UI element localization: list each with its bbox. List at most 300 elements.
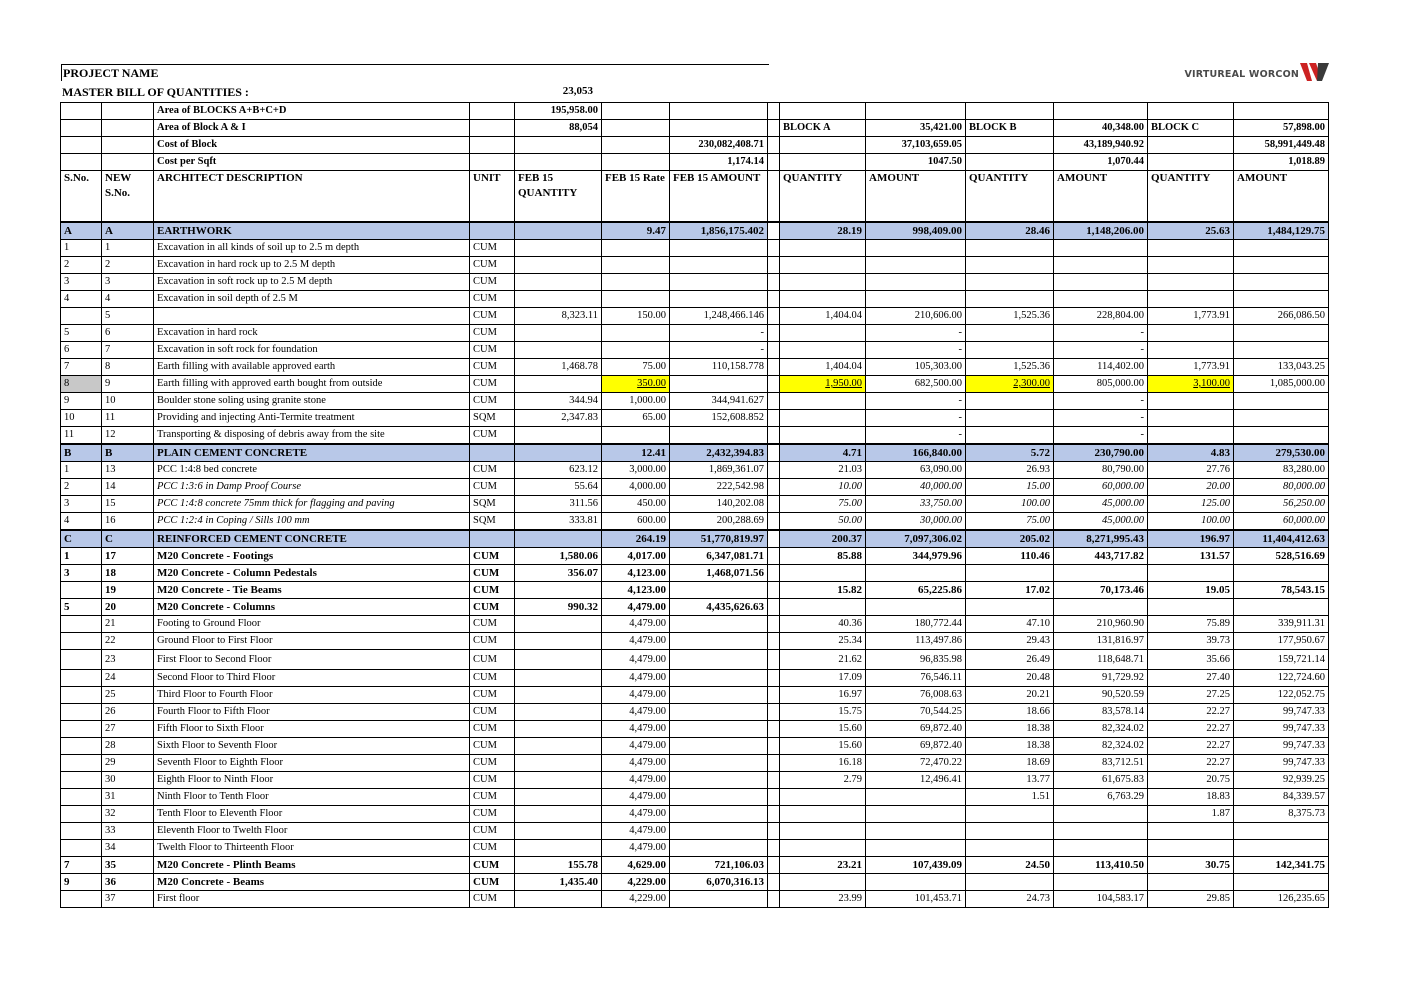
cell-block-c-amount xyxy=(1234,240,1329,257)
cell-block-c-amount: 92,939.25 xyxy=(1234,772,1329,789)
cell-unit: SQM xyxy=(470,410,515,427)
cell-description: Transporting & disposing of debris away from the site xyxy=(154,427,470,445)
cell-block-b-quantity xyxy=(966,274,1054,291)
cell-feb-quantity xyxy=(515,823,602,840)
table-row xyxy=(61,342,1329,359)
cell-description: Eighth Floor to Ninth Floor xyxy=(154,772,470,789)
cell-block-a-quantity: 15.60 xyxy=(780,721,866,738)
cell-feb-amount: 2,432,394.83 xyxy=(670,444,768,462)
summary-feb-quantity: 195,958.00 xyxy=(515,103,602,120)
col-header-block-c-amount: AMOUNT xyxy=(1234,171,1329,223)
cell-block-a-quantity xyxy=(780,291,866,308)
cell-feb-quantity xyxy=(515,616,602,633)
cell-description: First floor xyxy=(154,891,470,908)
cell-unit: CUM xyxy=(470,479,515,496)
cell-block-b-quantity: 15.00 xyxy=(966,479,1054,496)
cell-feb-quantity: 8,323.11 xyxy=(515,308,602,325)
cell-sno: 9 xyxy=(61,393,102,410)
summary-unit xyxy=(470,137,515,154)
cell-sno: 1 xyxy=(61,462,102,479)
column-header-section xyxy=(61,171,1329,223)
cell-feb-quantity: 311.56 xyxy=(515,496,602,513)
column-gap xyxy=(768,325,780,342)
cell-block-c-quantity: 27.40 xyxy=(1148,670,1234,687)
cell-block-b-quantity: 1.51 xyxy=(966,789,1054,806)
summary-block-a-value: 37,103,659.05 xyxy=(866,137,966,154)
cell-sno: 3 xyxy=(61,565,102,582)
cell-block-a-quantity: 2.79 xyxy=(780,772,866,789)
cell-unit: CUM xyxy=(470,840,515,857)
column-gap xyxy=(768,513,780,531)
cell-unit: CUM xyxy=(470,687,515,704)
summary-block-c-label xyxy=(1148,154,1234,171)
cell-block-c-amount: 266,086.50 xyxy=(1234,308,1329,325)
cell-block-a-quantity xyxy=(780,565,866,582)
cell-feb-amount: - xyxy=(670,342,768,359)
column-gap xyxy=(768,410,780,427)
cell-sno xyxy=(61,616,102,633)
summary-description: Area of BLOCKS A+B+C+D xyxy=(154,103,470,120)
cell-block-a-quantity: 21.62 xyxy=(780,650,866,670)
cell-block-c-quantity: 27.76 xyxy=(1148,462,1234,479)
cell-block-b-quantity: 17.02 xyxy=(966,582,1054,599)
column-gap xyxy=(768,393,780,410)
cell-sno xyxy=(61,891,102,908)
cell-block-b-quantity xyxy=(966,427,1054,445)
cell-description: Ground Floor to First Floor xyxy=(154,633,470,650)
summary-row xyxy=(61,103,1329,120)
cell-block-a-quantity: 16.97 xyxy=(780,687,866,704)
cell-feb-quantity xyxy=(515,291,602,308)
cell-block-b-amount: 114,402.00 xyxy=(1054,359,1148,376)
cell-feb-rate: 4,479.00 xyxy=(602,789,670,806)
cell-block-a-quantity: 40.36 xyxy=(780,616,866,633)
cell-block-a-amount xyxy=(866,789,966,806)
cell-sno: 2 xyxy=(61,479,102,496)
cell-block-c-quantity: 25.63 xyxy=(1148,222,1234,240)
cell-new-sno: 13 xyxy=(102,462,154,479)
cell-block-c-quantity: 196.97 xyxy=(1148,530,1234,548)
cell-block-a-quantity: 1,404.04 xyxy=(780,308,866,325)
cell-description: PCC 1:3:6 in Damp Proof Course xyxy=(154,479,470,496)
cell-feb-amount xyxy=(670,772,768,789)
cell-feb-rate: 75.00 xyxy=(602,359,670,376)
cell-block-c-quantity xyxy=(1148,342,1234,359)
cell-feb-rate: 4,479.00 xyxy=(602,738,670,755)
table-row xyxy=(61,427,1329,445)
cell-description: Fourth Floor to Fifth Floor xyxy=(154,704,470,721)
table-row xyxy=(61,806,1329,823)
cell-feb-quantity xyxy=(515,222,602,240)
cell-unit: CUM xyxy=(470,291,515,308)
summary-feb-amount: 1,174.14 xyxy=(670,154,768,171)
cell-feb-amount xyxy=(670,789,768,806)
cell-block-c-amount: 99,747.33 xyxy=(1234,738,1329,755)
cell-new-sno: A xyxy=(102,222,154,240)
cell-unit: CUM xyxy=(470,704,515,721)
cell-block-a-amount: - xyxy=(866,393,966,410)
cell-block-b-amount xyxy=(1054,840,1148,857)
cell-description: Earth filling with approved earth bought from outside xyxy=(154,376,470,393)
cell-feb-quantity xyxy=(515,274,602,291)
cell-block-b-quantity xyxy=(966,393,1054,410)
cell-block-a-quantity xyxy=(780,874,866,891)
cell-block-c-quantity xyxy=(1148,240,1234,257)
cell-block-c-amount xyxy=(1234,823,1329,840)
column-gap xyxy=(768,582,780,599)
cell-feb-quantity: 55.64 xyxy=(515,479,602,496)
cell-feb-amount xyxy=(670,840,768,857)
cell-block-b-quantity: 75.00 xyxy=(966,513,1054,531)
column-gap xyxy=(768,342,780,359)
cell-block-c-amount xyxy=(1234,427,1329,445)
cell-block-a-amount xyxy=(866,240,966,257)
cell-description: Ninth Floor to Tenth Floor xyxy=(154,789,470,806)
column-gap xyxy=(768,755,780,772)
table-row xyxy=(61,240,1329,257)
cell-block-a-amount: - xyxy=(866,410,966,427)
cell-feb-rate: 4,479.00 xyxy=(602,599,670,616)
cell-description: Fifth Floor to Sixth Floor xyxy=(154,721,470,738)
column-gap xyxy=(768,222,780,240)
col-header-block-c-quantity: QUANTITY xyxy=(1148,171,1234,223)
cell-description: Excavation in soil depth of 2.5 M xyxy=(154,291,470,308)
summary-row xyxy=(61,137,1329,154)
cell-block-b-quantity xyxy=(966,342,1054,359)
cell-block-c-amount: 1,484,129.75 xyxy=(1234,222,1329,240)
cell-feb-quantity xyxy=(515,738,602,755)
cell-unit: CUM xyxy=(470,308,515,325)
cell-feb-rate: 4,123.00 xyxy=(602,565,670,582)
cell-feb-amount xyxy=(670,257,768,274)
cell-feb-quantity xyxy=(515,806,602,823)
cell-block-c-amount xyxy=(1234,840,1329,857)
cell-block-c-quantity xyxy=(1148,565,1234,582)
cell-feb-quantity xyxy=(515,891,602,908)
cell-block-c-quantity: 20.00 xyxy=(1148,479,1234,496)
col-header-block-a-amount: AMOUNT xyxy=(866,171,966,223)
summary-block-a-label xyxy=(780,103,866,120)
cell-block-a-amount: 76,008.63 xyxy=(866,687,966,704)
cell-block-c-amount: 99,747.33 xyxy=(1234,755,1329,772)
summary-block-b-label: BLOCK B xyxy=(966,120,1054,137)
cell-description: Twelth Floor to Thirteenth Floor xyxy=(154,840,470,857)
cell-block-a-quantity xyxy=(780,240,866,257)
cell-sno: 3 xyxy=(61,274,102,291)
column-gap xyxy=(768,840,780,857)
cell-description: PCC 1:4:8 concrete 75mm thick for flagging and paving xyxy=(154,496,470,513)
cell-block-a-amount: 113,497.86 xyxy=(866,633,966,650)
cell-block-c-quantity xyxy=(1148,874,1234,891)
cell-block-a-quantity xyxy=(780,274,866,291)
cell-block-c-amount: 122,052.75 xyxy=(1234,687,1329,704)
cell-block-c-quantity: 3,100.00 xyxy=(1148,376,1234,393)
column-gap xyxy=(768,137,780,154)
summary-feb-quantity: 88,054 xyxy=(515,120,602,137)
cell-block-a-quantity xyxy=(780,840,866,857)
cell-feb-quantity: 356.07 xyxy=(515,565,602,582)
cell-sno: 10 xyxy=(61,410,102,427)
cell-block-c-amount: 56,250.00 xyxy=(1234,496,1329,513)
cell-feb-rate: 3,000.00 xyxy=(602,462,670,479)
cell-block-a-amount xyxy=(866,291,966,308)
cell-block-c-quantity: 1.87 xyxy=(1148,806,1234,823)
column-gap xyxy=(768,496,780,513)
column-gap xyxy=(768,738,780,755)
cell-feb-quantity xyxy=(515,325,602,342)
table-row xyxy=(61,840,1329,857)
cell-feb-amount xyxy=(670,240,768,257)
cell-new-sno: 6 xyxy=(102,325,154,342)
cell-block-a-amount xyxy=(866,823,966,840)
cell-block-a-quantity: 28.19 xyxy=(780,222,866,240)
cell-unit: CUM xyxy=(470,755,515,772)
cell-new-sno: 9 xyxy=(102,376,154,393)
cell-block-a-quantity: 16.18 xyxy=(780,755,866,772)
col-header-feb-rate: FEB 15 Rate xyxy=(602,171,670,223)
cell-feb-amount xyxy=(670,274,768,291)
cell-block-a-quantity xyxy=(780,393,866,410)
cell-feb-amount xyxy=(670,891,768,908)
table-row xyxy=(61,308,1329,325)
cell-block-c-quantity: 29.85 xyxy=(1148,891,1234,908)
table-row xyxy=(61,755,1329,772)
cell-feb-rate: 4,229.00 xyxy=(602,891,670,908)
column-gap xyxy=(768,891,780,908)
cell-feb-amount xyxy=(670,755,768,772)
cell-feb-rate: 4,479.00 xyxy=(602,704,670,721)
cell-block-a-quantity: 1,404.04 xyxy=(780,359,866,376)
cell-new-sno: 18 xyxy=(102,565,154,582)
cell-feb-amount xyxy=(670,427,768,445)
summary-feb-rate xyxy=(602,103,670,120)
cell-feb-rate: 9.47 xyxy=(602,222,670,240)
cell-block-c-quantity: 4.83 xyxy=(1148,444,1234,462)
cell-feb-amount: 1,248,466.146 xyxy=(670,308,768,325)
summary-feb-amount: 230,082,408.71 xyxy=(670,137,768,154)
cell-feb-amount: 110,158.778 xyxy=(670,359,768,376)
cell-block-b-amount xyxy=(1054,806,1148,823)
cell-block-b-amount: 60,000.00 xyxy=(1054,479,1148,496)
cell-block-c-quantity xyxy=(1148,823,1234,840)
column-gap xyxy=(768,616,780,633)
cell-new-sno: 24 xyxy=(102,670,154,687)
cell-block-c-amount: 122,724.60 xyxy=(1234,670,1329,687)
cell-sno xyxy=(61,687,102,704)
cell-block-b-amount: 210,960.90 xyxy=(1054,616,1148,633)
cell-block-b-amount: 8,271,995.43 xyxy=(1054,530,1148,548)
cell-feb-quantity xyxy=(515,650,602,670)
cell-block-c-amount: 133,043.25 xyxy=(1234,359,1329,376)
cell-feb-rate: 4,000.00 xyxy=(602,479,670,496)
project-name: PROJECT NAME xyxy=(63,66,159,80)
cell-feb-rate: 4,479.00 xyxy=(602,633,670,650)
cell-feb-amount: 51,770,819.97 xyxy=(670,530,768,548)
cell-description: Excavation in all kinds of soil up to 2.5 m depth xyxy=(154,240,470,257)
cell-unit: CUM xyxy=(470,359,515,376)
cell-feb-amount: - xyxy=(670,325,768,342)
cell-block-a-quantity: 21.03 xyxy=(780,462,866,479)
cell-feb-amount: 4,435,626.63 xyxy=(670,599,768,616)
cell-unit: CUM xyxy=(470,599,515,616)
cell-block-b-quantity: 1,525.36 xyxy=(966,308,1054,325)
column-gap xyxy=(768,599,780,616)
cell-block-a-amount: 166,840.00 xyxy=(866,444,966,462)
cell-feb-amount: 721,106.03 xyxy=(670,857,768,874)
cell-block-a-quantity: 15.75 xyxy=(780,704,866,721)
cell-unit xyxy=(470,530,515,548)
cell-new-sno: 20 xyxy=(102,599,154,616)
cell-block-b-quantity xyxy=(966,410,1054,427)
cell-block-c-amount: 11,404,412.63 xyxy=(1234,530,1329,548)
cell-unit: CUM xyxy=(470,806,515,823)
column-gap xyxy=(768,308,780,325)
column-header-row xyxy=(61,171,1329,223)
cell-block-a-amount xyxy=(866,840,966,857)
cell-new-sno: 12 xyxy=(102,427,154,445)
summary-block-a-value xyxy=(866,103,966,120)
summary-new-sno xyxy=(102,103,154,120)
cell-block-b-quantity: 20.21 xyxy=(966,687,1054,704)
cell-block-a-quantity: 17.09 xyxy=(780,670,866,687)
cell-block-a-quantity xyxy=(780,806,866,823)
cell-sno xyxy=(61,840,102,857)
cell-block-b-quantity xyxy=(966,565,1054,582)
table-row xyxy=(61,789,1329,806)
cell-feb-quantity xyxy=(515,444,602,462)
column-gap xyxy=(768,444,780,462)
summary-block-c-label: BLOCK C xyxy=(1148,120,1234,137)
cell-block-b-amount: 104,583.17 xyxy=(1054,891,1148,908)
cell-feb-amount xyxy=(670,616,768,633)
column-gap xyxy=(768,670,780,687)
table-row xyxy=(61,670,1329,687)
cell-feb-amount: 200,288.69 xyxy=(670,513,768,531)
cell-block-c-amount: 84,339.57 xyxy=(1234,789,1329,806)
cell-feb-amount xyxy=(670,738,768,755)
cell-new-sno: 36 xyxy=(102,874,154,891)
cell-sno: 7 xyxy=(61,359,102,376)
cell-block-c-amount: 1,085,000.00 xyxy=(1234,376,1329,393)
cell-block-c-quantity xyxy=(1148,599,1234,616)
cell-new-sno: 31 xyxy=(102,789,154,806)
cell-sno: 6 xyxy=(61,342,102,359)
cell-sno: 5 xyxy=(61,325,102,342)
cell-block-b-amount: 805,000.00 xyxy=(1054,376,1148,393)
cell-block-b-quantity: 100.00 xyxy=(966,496,1054,513)
cell-new-sno: 28 xyxy=(102,738,154,755)
cell-feb-quantity: 1,468.78 xyxy=(515,359,602,376)
cell-block-a-amount: 107,439.09 xyxy=(866,857,966,874)
cell-feb-rate: 4,479.00 xyxy=(602,823,670,840)
summary-feb-quantity xyxy=(515,137,602,154)
cell-feb-amount: 1,856,175.402 xyxy=(670,222,768,240)
cell-feb-quantity xyxy=(515,704,602,721)
cell-block-b-quantity: 20.48 xyxy=(966,670,1054,687)
col-header-block-a-quantity: QUANTITY xyxy=(780,171,866,223)
cell-description: Third Floor to Fourth Floor xyxy=(154,687,470,704)
summary-block-c-value: 57,898.00 xyxy=(1234,120,1329,137)
cell-feb-quantity xyxy=(515,721,602,738)
cell-block-a-amount: 33,750.00 xyxy=(866,496,966,513)
cell-description: M20 Concrete - Footings xyxy=(154,548,470,565)
cell-block-b-quantity: 24.73 xyxy=(966,891,1054,908)
cell-block-c-amount: 99,747.33 xyxy=(1234,704,1329,721)
table-row xyxy=(61,857,1329,874)
cell-unit: CUM xyxy=(470,565,515,582)
summary-block-b-label xyxy=(966,154,1054,171)
cell-block-a-quantity xyxy=(780,325,866,342)
cell-block-a-amount: 65,225.86 xyxy=(866,582,966,599)
cell-block-a-quantity: 200.37 xyxy=(780,530,866,548)
cell-sno: A xyxy=(61,222,102,240)
table-row xyxy=(61,874,1329,891)
cell-feb-quantity: 344.94 xyxy=(515,393,602,410)
cell-block-c-amount xyxy=(1234,274,1329,291)
cell-feb-quantity: 1,435.40 xyxy=(515,874,602,891)
cell-block-b-quantity: 110.46 xyxy=(966,548,1054,565)
cell-block-b-quantity: 205.02 xyxy=(966,530,1054,548)
column-gap xyxy=(768,633,780,650)
cell-description: Seventh Floor to Eighth Floor xyxy=(154,755,470,772)
summary-block-c-label xyxy=(1148,103,1234,120)
cell-unit: CUM xyxy=(470,789,515,806)
column-gap xyxy=(768,462,780,479)
cell-feb-quantity: 333.81 xyxy=(515,513,602,531)
summary-block-a-value: 35,421.00 xyxy=(866,120,966,137)
table-row xyxy=(61,291,1329,308)
table-row xyxy=(61,359,1329,376)
cell-new-sno: 21 xyxy=(102,616,154,633)
cell-unit: CUM xyxy=(470,393,515,410)
cell-feb-quantity xyxy=(515,530,602,548)
column-gap xyxy=(768,120,780,137)
column-gap xyxy=(768,103,780,120)
cell-block-b-amount xyxy=(1054,257,1148,274)
column-gap xyxy=(768,789,780,806)
cell-new-sno: 25 xyxy=(102,687,154,704)
cell-block-a-amount: - xyxy=(866,342,966,359)
cell-feb-rate: 4,479.00 xyxy=(602,670,670,687)
cell-feb-amount xyxy=(670,376,768,393)
cell-new-sno: 1 xyxy=(102,240,154,257)
summary-description: Cost of Block xyxy=(154,137,470,154)
cell-block-b-amount xyxy=(1054,874,1148,891)
cell-sno: 3 xyxy=(61,496,102,513)
cell-sno: 7 xyxy=(61,857,102,874)
boq-table xyxy=(60,102,1329,908)
cell-description: Eleventh Floor to Twelth Floor xyxy=(154,823,470,840)
cell-block-b-amount: 230,790.00 xyxy=(1054,444,1148,462)
cell-block-b-quantity xyxy=(966,257,1054,274)
cell-block-b-amount: 443,717.82 xyxy=(1054,548,1148,565)
cell-sno: 1 xyxy=(61,240,102,257)
cell-sno xyxy=(61,308,102,325)
cell-feb-quantity xyxy=(515,789,602,806)
cell-block-a-amount: 105,303.00 xyxy=(866,359,966,376)
cell-block-c-quantity: 125.00 xyxy=(1148,496,1234,513)
cell-feb-amount: 6,347,081.71 xyxy=(670,548,768,565)
column-gap xyxy=(768,291,780,308)
cell-block-c-quantity: 22.27 xyxy=(1148,704,1234,721)
cell-feb-quantity xyxy=(515,772,602,789)
summary-block-a-label xyxy=(780,137,866,154)
col-header-unit: UNIT xyxy=(470,171,515,223)
cell-block-a-amount: 76,546.11 xyxy=(866,670,966,687)
summary-sno xyxy=(61,103,102,120)
cell-block-c-quantity xyxy=(1148,840,1234,857)
cell-feb-quantity xyxy=(515,755,602,772)
